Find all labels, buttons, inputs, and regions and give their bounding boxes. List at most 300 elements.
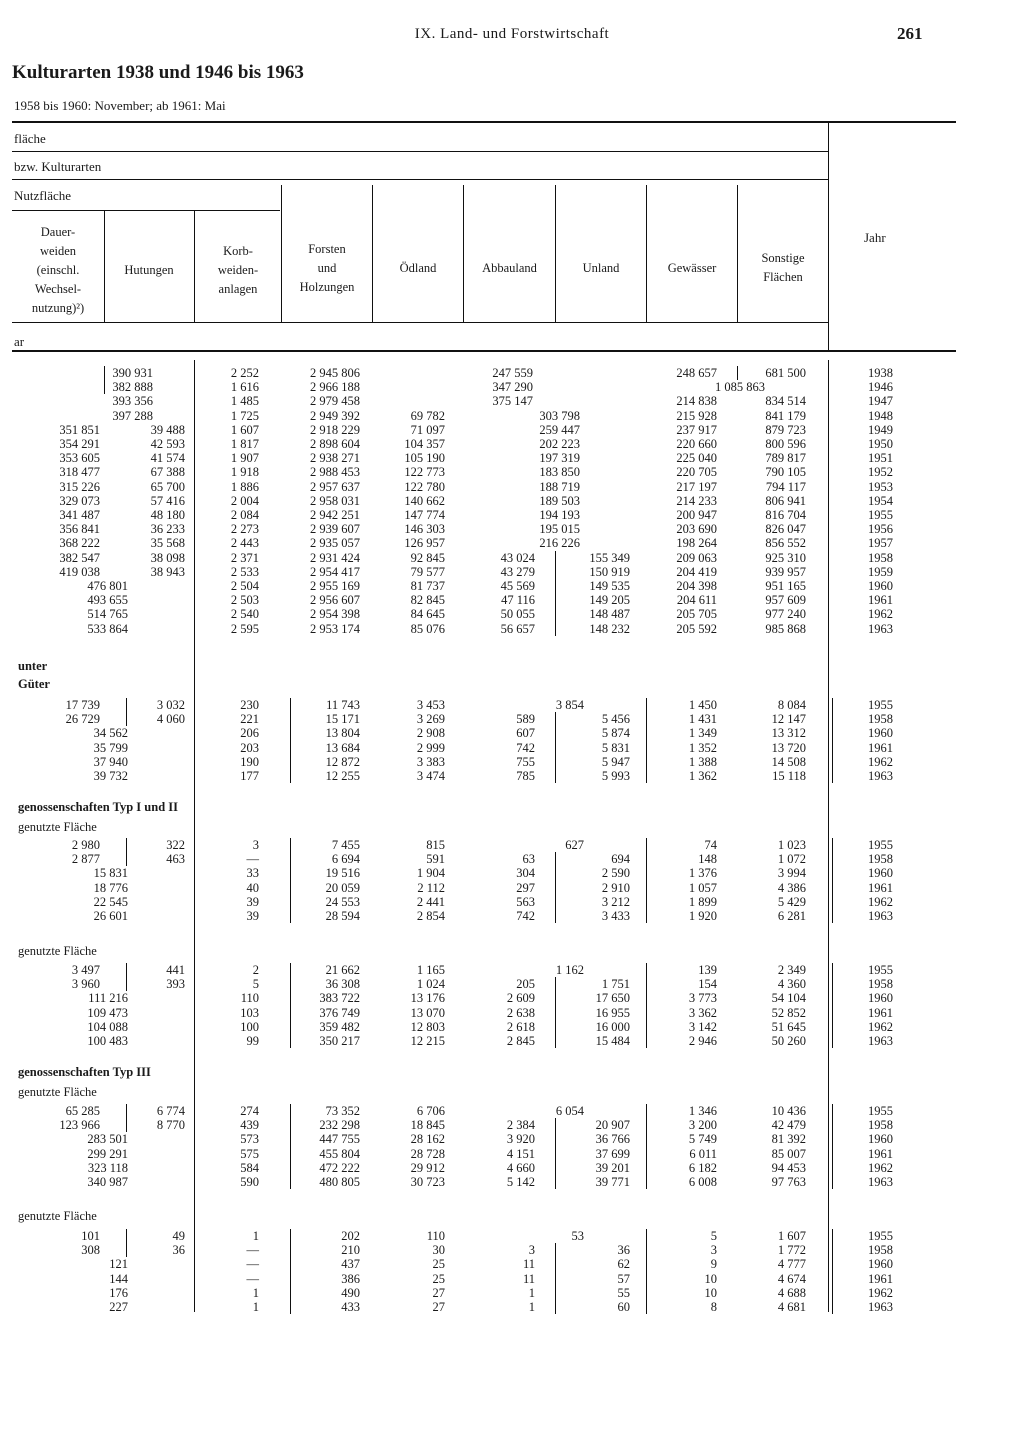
cell-gewasser: 214 838 <box>676 394 717 409</box>
cell-forsten: 15 171 <box>325 712 360 727</box>
cell-korbweiden: 2 503 <box>230 593 259 608</box>
table-row <box>0 1161 1024 1175</box>
table-row <box>0 1147 1024 1161</box>
cell-separator <box>126 698 127 726</box>
cell-dauerweiden: 22 545 <box>93 894 128 909</box>
cell-abbauland: 785 <box>516 769 535 783</box>
cell-unland: 60 <box>617 1300 630 1314</box>
cell-sonstige: 4 386 <box>777 880 806 895</box>
cell-jahr: 1958 <box>868 852 893 867</box>
cell-forsten: 20 059 <box>325 880 360 895</box>
cell-odland: 2 112 <box>417 880 445 895</box>
cell-hutungen: 441 <box>166 963 185 977</box>
table-row <box>0 1243 1024 1257</box>
cell-jahr: 1960 <box>868 726 893 741</box>
cell-sonstige: 816 704 <box>765 508 806 522</box>
cell-abbauland: 194 193 <box>539 508 580 522</box>
cell-unland: 20 907 <box>595 1118 630 1133</box>
cell-korbweiden: 177 <box>240 769 259 783</box>
cell-korbweiden: 100 <box>240 1019 259 1034</box>
column-header-odland: Ödland <box>399 260 437 275</box>
table-row <box>0 1034 1024 1048</box>
cell-korbweiden: 2 252 <box>230 366 259 380</box>
cell-odland: 2 441 <box>416 894 445 909</box>
cell-korbweiden: 3 <box>252 838 259 852</box>
cell-sonstige: 52 852 <box>771 1005 806 1020</box>
cell-separator <box>646 838 647 923</box>
cell-jahr: 1957 <box>868 536 893 551</box>
cell-forsten: 386 <box>341 1271 360 1286</box>
cell-unland: 37 699 <box>595 1146 630 1161</box>
cell-odland: 1 904 <box>416 866 445 881</box>
cell-sonstige: 85 007 <box>771 1146 806 1161</box>
cell-separator <box>555 852 556 923</box>
cell-abbauland: 47 116 <box>501 593 535 608</box>
cell-unland: 5 947 <box>601 754 630 769</box>
cell-dauerweiden: 382 888 <box>112 380 153 395</box>
table-row <box>0 366 1024 380</box>
cell-jahr: 1961 <box>868 593 893 608</box>
cell-dauerweiden: 493 655 <box>87 593 128 608</box>
cell-odland: 140 662 <box>404 493 445 508</box>
cell-hutungen: 57 416 <box>150 493 185 508</box>
cell-odland: 81 737 <box>410 579 445 593</box>
table-row <box>0 508 1024 522</box>
cell-separator <box>832 698 833 783</box>
cell-unland: 150 919 <box>589 564 630 579</box>
cell-gewasser: 1 349 <box>688 726 717 741</box>
cell-dauerweiden: 3 497 <box>71 963 100 977</box>
cell-abbauland: 4 660 <box>506 1160 535 1175</box>
table-row <box>0 741 1024 755</box>
cell-odland: 82 845 <box>410 593 445 608</box>
cell-sonstige: 800 596 <box>765 437 806 451</box>
cell-sonstige: 826 047 <box>765 522 806 537</box>
cell-korbweiden: 2 371 <box>230 550 259 565</box>
cell-abbauland: 4 151 <box>506 1146 535 1161</box>
cell-separator <box>126 1229 127 1257</box>
cell-sonstige: 1 023 <box>777 838 806 852</box>
cell-odland: 110 <box>426 1229 445 1243</box>
cell-abbauland: 627 <box>565 838 584 852</box>
cell-gewasser: 198 264 <box>676 536 717 551</box>
cell-sonstige: 12 147 <box>771 712 806 727</box>
cell-dauerweiden: 419 038 <box>59 564 100 579</box>
cell-odland: 3 474 <box>416 769 445 783</box>
cell-gewasser: 220 705 <box>676 465 717 480</box>
cell-gewasser: 3 362 <box>688 1005 717 1020</box>
cell-forsten: 73 352 <box>325 1104 360 1118</box>
cell-separator <box>555 551 556 636</box>
table-row <box>0 565 1024 579</box>
cell-forsten: 472 222 <box>319 1160 360 1175</box>
cell-odland: 3 269 <box>416 712 445 727</box>
cell-gewasser: 204 611 <box>676 593 717 608</box>
cell-dauerweiden: 299 291 <box>87 1146 128 1161</box>
cell-forsten: 12 255 <box>325 769 360 783</box>
table-row <box>0 607 1024 621</box>
column-header-unland: Unland <box>582 260 620 275</box>
body-column-rule <box>828 360 829 1312</box>
cell-forsten: 2 945 806 <box>310 366 360 380</box>
cell-hutungen: 38 943 <box>150 564 185 579</box>
table-row <box>0 1300 1024 1314</box>
cell-gewasser: 205 705 <box>676 607 717 622</box>
cell-sonstige: 51 645 <box>771 1019 806 1034</box>
cell-abbauland: 589 <box>516 712 535 727</box>
cell-jahr: 1955 <box>868 1104 893 1118</box>
cell-unland: 694 <box>611 852 630 867</box>
cell-separator <box>126 838 127 866</box>
cell-abbauland: 11 <box>522 1257 535 1272</box>
cell-korbweiden: 2 <box>252 963 259 977</box>
column-header-abbauland: Abbauland <box>482 260 537 275</box>
table-row <box>0 1118 1024 1132</box>
cell-abbauland: 607 <box>516 726 535 741</box>
cell-dauerweiden: 65 285 <box>65 1104 100 1118</box>
cell-korbweiden: 2 595 <box>230 621 259 636</box>
cell-abbauland: 3 854 <box>555 698 584 712</box>
stub-label-kulturarten: bzw. Kulturarten <box>14 159 102 174</box>
cell-forsten: 6 694 <box>331 852 360 867</box>
table-row <box>0 622 1024 636</box>
table-row <box>0 698 1024 712</box>
cell-jahr: 1960 <box>868 1132 893 1147</box>
cell-dauerweiden: 315 226 <box>59 479 100 494</box>
header-rule <box>12 179 828 180</box>
cell-jahr: 1960 <box>868 866 893 881</box>
table-row <box>0 437 1024 451</box>
cell-forsten: 202 <box>341 1229 360 1243</box>
cell-jahr: 1959 <box>868 564 893 579</box>
cell-unland: 55 <box>617 1285 630 1300</box>
cell-unland: 5 831 <box>601 740 630 755</box>
cell-forsten: 2 958 031 <box>310 493 360 508</box>
cell-gewasser: 1 085 863 <box>715 380 765 395</box>
cell-korbweiden: 110 <box>240 991 259 1006</box>
cell-jahr: 1938 <box>868 366 893 380</box>
cell-korbweiden: 439 <box>240 1118 259 1133</box>
cell-sonstige: 806 941 <box>765 493 806 508</box>
cell-korbweiden: 1 607 <box>230 422 259 437</box>
cell-sonstige: 50 260 <box>771 1034 806 1048</box>
cell-forsten: 7 455 <box>331 838 360 852</box>
cell-jahr: 1952 <box>868 465 893 480</box>
cell-jahr: 1961 <box>868 880 893 895</box>
table-row <box>0 1132 1024 1146</box>
cell-korbweiden: 2 504 <box>230 579 259 593</box>
cell-abbauland: 2 609 <box>506 991 535 1006</box>
cell-jahr: 1955 <box>868 963 893 977</box>
cell-gewasser: 10 <box>704 1271 717 1286</box>
cell-abbauland: 43 279 <box>500 564 535 579</box>
cell-korbweiden: 190 <box>240 754 259 769</box>
cell-sonstige: 14 508 <box>771 754 806 769</box>
cell-gewasser: 3 142 <box>688 1019 717 1034</box>
cell-forsten: 2 988 453 <box>310 465 360 480</box>
cell-dauerweiden: 393 356 <box>112 394 153 409</box>
cell-korbweiden: 103 <box>240 1005 259 1020</box>
cell-abbauland: 5 142 <box>506 1175 535 1189</box>
column-header-hutungen: Hutungen <box>124 262 174 277</box>
section-label: genutzte Fläche <box>18 944 97 958</box>
cell-abbauland: 3 920 <box>506 1132 535 1147</box>
header-top-rule <box>12 121 956 123</box>
cell-forsten: 2 949 392 <box>310 408 360 423</box>
table-row <box>0 866 1024 880</box>
cell-hutungen: 393 <box>166 977 185 992</box>
cell-odland: 28 728 <box>410 1146 445 1161</box>
cell-abbauland: 205 <box>516 977 535 992</box>
cell-jahr: 1955 <box>868 1229 893 1243</box>
cell-abbauland: 197 319 <box>539 451 580 466</box>
cell-odland: 25 <box>432 1257 445 1272</box>
cell-forsten: 28 594 <box>325 909 360 923</box>
cell-odland: 146 303 <box>404 522 445 537</box>
cell-forsten: 433 <box>341 1300 360 1314</box>
cell-unland: 148 232 <box>589 621 630 636</box>
cell-gewasser: 9 <box>710 1257 717 1272</box>
cell-gewasser: 3 200 <box>688 1118 717 1133</box>
cell-separator <box>646 1229 647 1314</box>
cell-abbauland: 216 226 <box>539 536 580 551</box>
cell-dauerweiden: 2 980 <box>71 838 100 852</box>
cell-abbauland: 43 024 <box>500 550 535 565</box>
cell-sonstige: 4 360 <box>777 977 806 992</box>
cell-gewasser: 148 <box>698 852 717 867</box>
stub-label-flache: fläche <box>14 131 46 146</box>
cell-korbweiden: 40 <box>246 880 259 895</box>
cell-separator <box>290 838 291 923</box>
cell-odland: 3 453 <box>416 698 445 712</box>
cell-gewasser: 74 <box>704 838 717 852</box>
cell-dauerweiden: 15 831 <box>93 866 128 881</box>
cell-gewasser: 200 947 <box>676 508 717 522</box>
cell-gewasser: 10 <box>704 1285 717 1300</box>
cell-jahr: 1960 <box>868 1257 893 1272</box>
cell-dauerweiden: 17 739 <box>65 698 100 712</box>
table-row <box>0 1272 1024 1286</box>
table-row <box>0 909 1024 923</box>
header-rule <box>12 210 280 211</box>
cell-forsten: 2 942 251 <box>310 508 360 522</box>
cell-odland: 2 908 <box>416 726 445 741</box>
cell-dauerweiden: 26 601 <box>93 909 128 923</box>
cell-gewasser: 1 450 <box>688 698 717 712</box>
cell-korbweiden: 274 <box>240 1104 259 1118</box>
cell-unland: 1 751 <box>601 977 630 992</box>
section-label: genutzte Fläche <box>18 1085 97 1099</box>
cell-jahr: 1950 <box>868 437 893 451</box>
cell-korbweiden: 203 <box>240 740 259 755</box>
cell-abbauland: 375 147 <box>492 394 533 409</box>
cell-abbauland: 11 <box>522 1271 535 1286</box>
body-column-rule <box>194 360 195 1312</box>
cell-dauerweiden: 356 841 <box>59 522 100 537</box>
table-row <box>0 1175 1024 1189</box>
cell-gewasser: 6 011 <box>689 1146 717 1161</box>
cell-odland: 2 854 <box>416 909 445 923</box>
cell-sonstige: 841 179 <box>765 408 806 423</box>
cell-dauerweiden: 101 <box>81 1229 100 1243</box>
table-row <box>0 1286 1024 1300</box>
cell-korbweiden: 5 <box>252 977 259 992</box>
cell-unland: 36 766 <box>595 1132 630 1147</box>
cell-odland: 69 782 <box>410 408 445 423</box>
cell-abbauland: 1 <box>528 1285 535 1300</box>
cell-abbauland: 2 845 <box>506 1034 535 1048</box>
table-row <box>0 423 1024 437</box>
cell-forsten: 350 217 <box>319 1034 360 1048</box>
cell-forsten: 11 743 <box>326 698 360 712</box>
cell-gewasser: 204 398 <box>676 579 717 593</box>
cell-forsten: 437 <box>341 1257 360 1272</box>
cell-jahr: 1951 <box>868 451 893 466</box>
header-rule <box>12 322 828 323</box>
header-bottom-rule <box>12 350 956 352</box>
table-row <box>0 991 1024 1005</box>
cell-dauerweiden: 100 483 <box>87 1034 128 1048</box>
cell-forsten: 455 804 <box>319 1146 360 1161</box>
cell-separator <box>555 977 556 1048</box>
cell-gewasser: 6 182 <box>688 1160 717 1175</box>
cell-sonstige: 4 777 <box>777 1257 806 1272</box>
cell-korbweiden: 1 485 <box>230 394 259 409</box>
cell-odland: 12 215 <box>410 1034 445 1048</box>
cell-dauerweiden: 176 <box>109 1285 128 1300</box>
cell-abbauland: 563 <box>516 894 535 909</box>
column-header-jahr: Jahr <box>864 230 886 245</box>
cell-separator <box>646 963 647 1048</box>
cell-unland: 155 349 <box>589 550 630 565</box>
cell-odland: 85 076 <box>410 621 445 636</box>
cell-separator <box>126 1104 127 1132</box>
table-row <box>0 726 1024 740</box>
cell-odland: 79 577 <box>410 564 445 579</box>
cell-dauerweiden: 34 562 <box>93 726 128 741</box>
cell-jahr: 1960 <box>868 579 893 593</box>
cell-gewasser: 2 946 <box>688 1034 717 1048</box>
cell-forsten: 480 805 <box>319 1175 360 1189</box>
cell-hutungen: 48 180 <box>150 508 185 522</box>
cell-odland: 104 357 <box>404 437 445 451</box>
cell-korbweiden: 2 533 <box>230 564 259 579</box>
table-row <box>0 579 1024 593</box>
cell-separator <box>832 963 833 1048</box>
cell-unland: 16 955 <box>595 1005 630 1020</box>
cell-odland: 815 <box>426 838 445 852</box>
cell-forsten: 13 804 <box>325 726 360 741</box>
cell-sonstige: 4 681 <box>777 1300 806 1314</box>
cell-korbweiden: — <box>246 852 259 867</box>
cell-hutungen: 38 098 <box>150 550 185 565</box>
cell-dauerweiden: 2 877 <box>71 852 100 867</box>
cell-forsten: 13 684 <box>325 740 360 755</box>
column-header-korbweiden: Korb- weiden- anlagen <box>217 243 259 296</box>
cell-sonstige: 977 240 <box>765 607 806 622</box>
cell-jahr: 1963 <box>868 1300 893 1314</box>
cell-abbauland: 304 <box>516 866 535 881</box>
cell-hutungen: 3 032 <box>156 698 185 712</box>
cell-separator <box>555 712 556 783</box>
cell-gewasser: 1 346 <box>688 1104 717 1118</box>
cell-gewasser: 215 928 <box>676 408 717 423</box>
cell-abbauland: 6 054 <box>555 1104 584 1118</box>
cell-sonstige: 1 772 <box>777 1243 806 1258</box>
cell-gewasser: 1 388 <box>688 754 717 769</box>
cell-odland: 25 <box>432 1271 445 1286</box>
cell-gewasser: 248 657 <box>676 366 717 380</box>
cell-abbauland: 2 618 <box>506 1019 535 1034</box>
cell-abbauland: 2 384 <box>506 1118 535 1133</box>
cell-forsten: 2 979 458 <box>310 394 360 409</box>
cell-unland: 5 993 <box>601 769 630 783</box>
cell-odland: 27 <box>432 1300 445 1314</box>
cell-abbauland: 297 <box>516 880 535 895</box>
cell-dauerweiden: 37 940 <box>93 754 128 769</box>
cell-abbauland: 63 <box>522 852 535 867</box>
cell-odland: 18 845 <box>410 1118 445 1133</box>
cell-dauerweiden: 283 501 <box>87 1132 128 1147</box>
cell-dauerweiden: 514 765 <box>87 607 128 622</box>
section-label: genossenschaften Typ III <box>18 1065 151 1079</box>
cell-gewasser: 1 362 <box>688 769 717 783</box>
cell-dauerweiden: 123 966 <box>59 1118 100 1133</box>
cell-jahr: 1961 <box>868 1271 893 1286</box>
cell-gewasser: 3 <box>710 1243 717 1258</box>
cell-sonstige: 10 436 <box>771 1104 806 1118</box>
cell-jahr: 1963 <box>868 621 893 636</box>
cell-separator <box>555 1243 556 1314</box>
cell-gewasser: 5 749 <box>688 1132 717 1147</box>
cell-korbweiden: 1 886 <box>230 479 259 494</box>
column-header-dauerweiden: Dauer- weiden (einschl. Wechsel- nutzung)²) <box>31 224 85 315</box>
cell-forsten: 2 939 607 <box>310 522 360 537</box>
cell-hutungen: 67 388 <box>150 465 185 480</box>
column-divider <box>828 121 829 351</box>
cell-unland: 36 <box>617 1243 630 1258</box>
cell-abbauland: 1 162 <box>555 963 584 977</box>
cell-jahr: 1960 <box>868 991 893 1006</box>
table-row <box>0 963 1024 977</box>
column-header-sonstige: Sonstige Flächen <box>761 251 805 284</box>
cell-unland: 39 771 <box>595 1175 630 1189</box>
cell-odland: 2 999 <box>416 740 445 755</box>
cell-korbweiden: 1 616 <box>230 380 259 395</box>
cell-forsten: 19 516 <box>325 866 360 881</box>
cell-jahr: 1955 <box>868 698 893 712</box>
cell-unland: 5 874 <box>601 726 630 741</box>
cell-jahr: 1961 <box>868 1005 893 1020</box>
cell-forsten: 2 938 271 <box>310 451 360 466</box>
cell-hutungen: 322 <box>166 838 185 852</box>
table-row <box>0 1104 1024 1118</box>
cell-abbauland: 259 447 <box>539 422 580 437</box>
cell-dauerweiden: 18 776 <box>93 880 128 895</box>
table-row <box>0 465 1024 479</box>
cell-forsten: 383 722 <box>319 991 360 1006</box>
cell-separator <box>832 1104 833 1189</box>
cell-sonstige: 790 105 <box>765 465 806 480</box>
cell-korbweiden: 2 540 <box>230 607 259 622</box>
cell-abbauland: 3 <box>528 1243 535 1258</box>
cell-gewasser: 139 <box>698 963 717 977</box>
cell-unland: 149 535 <box>589 579 630 593</box>
column-header-forsten: Forsten und Holzungen <box>299 241 355 294</box>
cell-dauerweiden: 109 473 <box>87 1005 128 1020</box>
cell-hutungen: 42 593 <box>150 437 185 451</box>
cell-jahr: 1958 <box>868 977 893 992</box>
